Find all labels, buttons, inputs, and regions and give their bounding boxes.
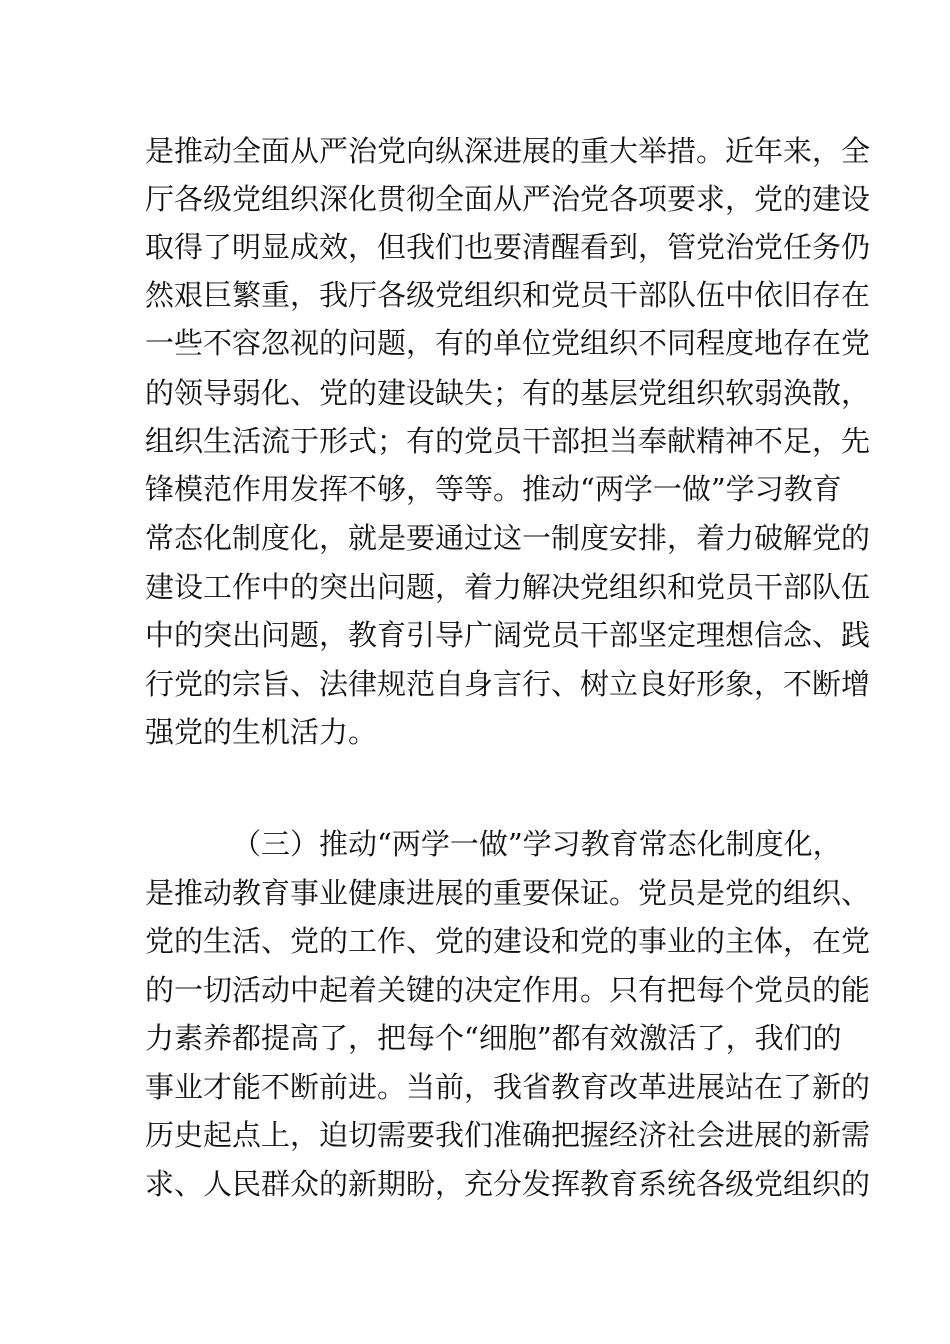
paragraph-1-line-4: 然艰巨繁重，我厅各级党组织和党员干部队伍中依旧存在	[145, 278, 871, 312]
paragraph-2-line-8: 求、人民群众的新期盼，充分发挥教育系统各级党组织的	[145, 1167, 871, 1201]
paragraph-1-line-8: 锋模范作用发挥不够，等等。推动“两学一做”学习教育	[145, 472, 842, 506]
paragraph-1-line-5: 一些不容忽视的问题，有的单位党组织不同程度地存在党	[145, 326, 871, 360]
paragraph-2-line-7: 历史起点上，迫切需要我们准确把握经济社会进展的新需	[145, 1118, 871, 1152]
paragraph-1-line-10: 建设工作中的突出问题，着力解决党组织和党员干部队伍	[145, 570, 871, 604]
paragraph-2-line-1: （三）推动“两学一做”学习教育常态化制度化，	[232, 827, 842, 861]
paragraph-2-line-6: 事业才能不断前进。当前，我省教育改革进展站在了新的	[145, 1070, 871, 1104]
paragraph-2-line-3: 党的生活、党的工作、党的建设和党的事业的主体，在党	[145, 924, 871, 958]
paragraph-1-line-6: 的领导弱化、党的建设缺失；有的基层党组织软弱涣散，	[145, 376, 871, 410]
paragraph-2-line-2: 是推动教育事业健康进展的重要保证。党员是党的组织、	[145, 876, 871, 910]
paragraph-1-line-9: 常态化制度化，就是要通过这一制度安排，着力破解党的	[145, 521, 871, 555]
paragraph-1-line-11: 中的突出问题，教育引导广阔党员干部坚定理想信念、践	[145, 618, 871, 652]
paragraph-1-line-2: 厅各级党组织深化贯彻全面从严治党各项要求，党的建设	[145, 182, 871, 216]
paragraph-1-line-1: 是推动全面从严治党向纵深进展的重大举措。近年来，全	[145, 134, 871, 168]
paragraph-1-line-12: 行党的宗旨、法律规范自身言行、树立良好形象，不断增	[145, 667, 871, 701]
paragraph-1-line-3: 取得了明显成效，但我们也要清醒看到，管党治党任务仍	[145, 230, 871, 264]
paragraph-2-line-4: 的一切活动中起着关键的决定作用。只有把每个党员的能	[145, 973, 871, 1007]
paragraph-1-line-13: 强党的生机活力。	[145, 715, 378, 749]
paragraph-1-line-7: 组织生活流于形式；有的党员干部担当奉献精神不足，先	[145, 424, 871, 458]
paragraph-2-line-5: 力素养都提高了，把每个“细胞”都有效激活了，我们的	[145, 1021, 842, 1055]
